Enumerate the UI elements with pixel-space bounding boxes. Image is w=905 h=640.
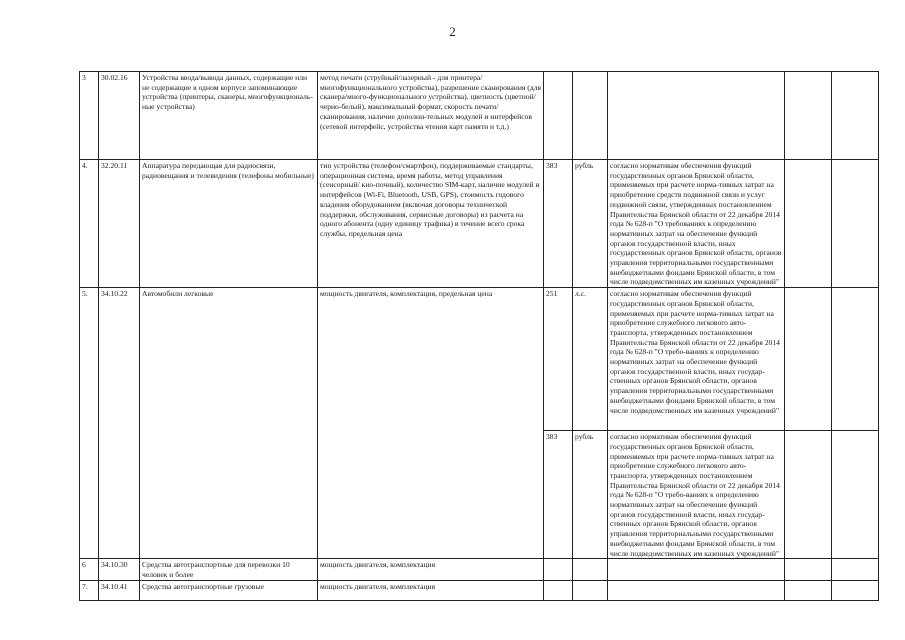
- okei-code: 383: [544, 160, 573, 288]
- row-number: 4.: [80, 160, 99, 288]
- item-characteristics: мощность двигателя, комплектация: [318, 559, 544, 580]
- row-number: 6: [80, 559, 99, 580]
- table-row: [80, 160, 879, 288]
- requirements-table: [79, 71, 879, 601]
- item-characteristics: метод печати (струйный/лазерный - для принтера/многофункционального устройства), разрешение сканирования (для сканера/много-функционального устройства), цветность (цветной/черно-белый), максимальный формат, скорость печати/сканирования, наличие дополни-тельных модулей и интерфейсов (сетевой интерфейс, устройства чтения карт памяти и т.д.): [318, 72, 544, 160]
- okei-code: 383: [544, 431, 573, 559]
- requirement-basis: [608, 559, 785, 580]
- empty-cell: [832, 431, 879, 559]
- item-characteristics: мощность двигателя, комплектация: [318, 580, 544, 600]
- okpd-code: 34.10.22: [99, 288, 140, 559]
- requirement-basis: согласно нормативам обеспечения функций государственных органов Брянской области, применяемых при расчете норма-тивных затрат на приобретение служебного легкового авто-транспорта, утвержденных постановлением Правительства Брянской области от 22 декабря 2014 года № 628-п "О требо-ваниях к определению нормативных затрат на обеспечение функций органов государственной власти, иных государ-ственных органов Брянской области, органов управления территориальными государственными внебюджетными фондами Брянской области, в том числе подведомственных им казенных учреждений": [608, 431, 785, 559]
- empty-cell: [785, 559, 832, 580]
- okpd-code: 30.02.16: [99, 72, 140, 160]
- okei-unit: рубль: [573, 431, 608, 559]
- page-number: 2: [449, 24, 456, 39]
- empty-cell: [832, 288, 879, 431]
- okpd-code: 34.10.30: [99, 559, 140, 580]
- requirement-basis: [608, 72, 785, 160]
- table-row: [80, 72, 879, 160]
- okei-unit: л.с.: [573, 288, 608, 431]
- row-number: 7.: [80, 580, 99, 600]
- empty-cell: [832, 559, 879, 580]
- okpd-code: 34.10.41: [99, 580, 140, 600]
- okei-unit: [573, 580, 608, 600]
- okei-unit: [573, 72, 608, 160]
- okei-unit: [573, 559, 608, 580]
- requirement-basis: [608, 580, 785, 600]
- empty-cell: [785, 288, 832, 431]
- empty-cell: [785, 160, 832, 288]
- item-name: Аппаратура передающая для радиосвязи, радиовещания и телевидения (телефоны мобильные): [140, 160, 318, 288]
- empty-cell: [832, 160, 879, 288]
- empty-cell: [785, 431, 832, 559]
- item-name: Автомобили легковые: [140, 288, 318, 559]
- item-characteristics: мощность двигателя, комплектация, предельная цена: [318, 288, 544, 559]
- item-name: Устройства ввода/вывода данных, содержащие или не содержащие в одном корпусе запоминающие устройства (принтеры, сканеры, многофункциональ-ные устройства): [140, 72, 318, 160]
- empty-cell: [785, 72, 832, 160]
- empty-cell: [832, 72, 879, 160]
- row-number: 5.: [80, 288, 99, 559]
- item-name: Средства автотранспортные для перевозки 10 человек и более: [140, 559, 318, 580]
- empty-cell: [785, 580, 832, 600]
- okpd-code: 32.20.11: [99, 160, 140, 288]
- okei-code: [544, 580, 573, 600]
- row-number: 3: [80, 72, 99, 160]
- okei-code: [544, 72, 573, 160]
- requirement-basis: согласно нормативам обеспечения функций государственных органов Брянской области, применяемых при расчете норма-тивных затрат на приобретение средств подвижной связи и услуг подвижной связи, утвержденных постановлением Правительства Брянской области от 22 декабря 2014 года № 628-п "О требованиях к определению нормативных затрат на обеспечение функций органов государственной власти, иных государственных органов Брянской области, органов управления территориальными государственными внебюджетными фондами Брянской области, в том числе подведомственных им казенных учреждений": [608, 160, 785, 288]
- table-row: [80, 288, 879, 431]
- empty-cell: [832, 580, 879, 600]
- item-characteristics: тип устройства (телефон/смартфон), поддерживаемые стандарты, операционная система, время работы, метод управления (сенсорный/ кно-почный), количество SIM-карт, наличие модулей и интерфейсов (Wi-Fi, Bluetooth, USB, GPS), стоимость годового владения оборудованием (включая договоры технической поддержки, обслуживания, сервисные договоры) из расчета на одного абонента (одну единицу трафика) в течение всего срока службы, предельная цена: [318, 160, 544, 288]
- okei-unit: рубль: [573, 160, 608, 288]
- item-name: Средства автотранспортные грузовые: [140, 580, 318, 600]
- requirement-basis: согласно нормативам обеспечения функций государственных органов Брянской области, применяемых при расчете норма-тивных затрат на приобретение служебного легкового авто-транспорта, утвержденных постановлением Правительства Брянской области от 22 декабря 2014 года № 628-п "О требо-ваниях к определению нормативных затрат на обеспечение функций органов государственной власти, иных государ-ственных органов Брянской области, органов управления территориальными государственными внебюджетными фондами Брянской области, в том числе подведомственных им казенных учреждений": [608, 288, 785, 431]
- okei-code: [544, 559, 573, 580]
- okei-code: 251: [544, 288, 573, 431]
- table-row: [80, 559, 879, 580]
- table-row: [80, 580, 879, 600]
